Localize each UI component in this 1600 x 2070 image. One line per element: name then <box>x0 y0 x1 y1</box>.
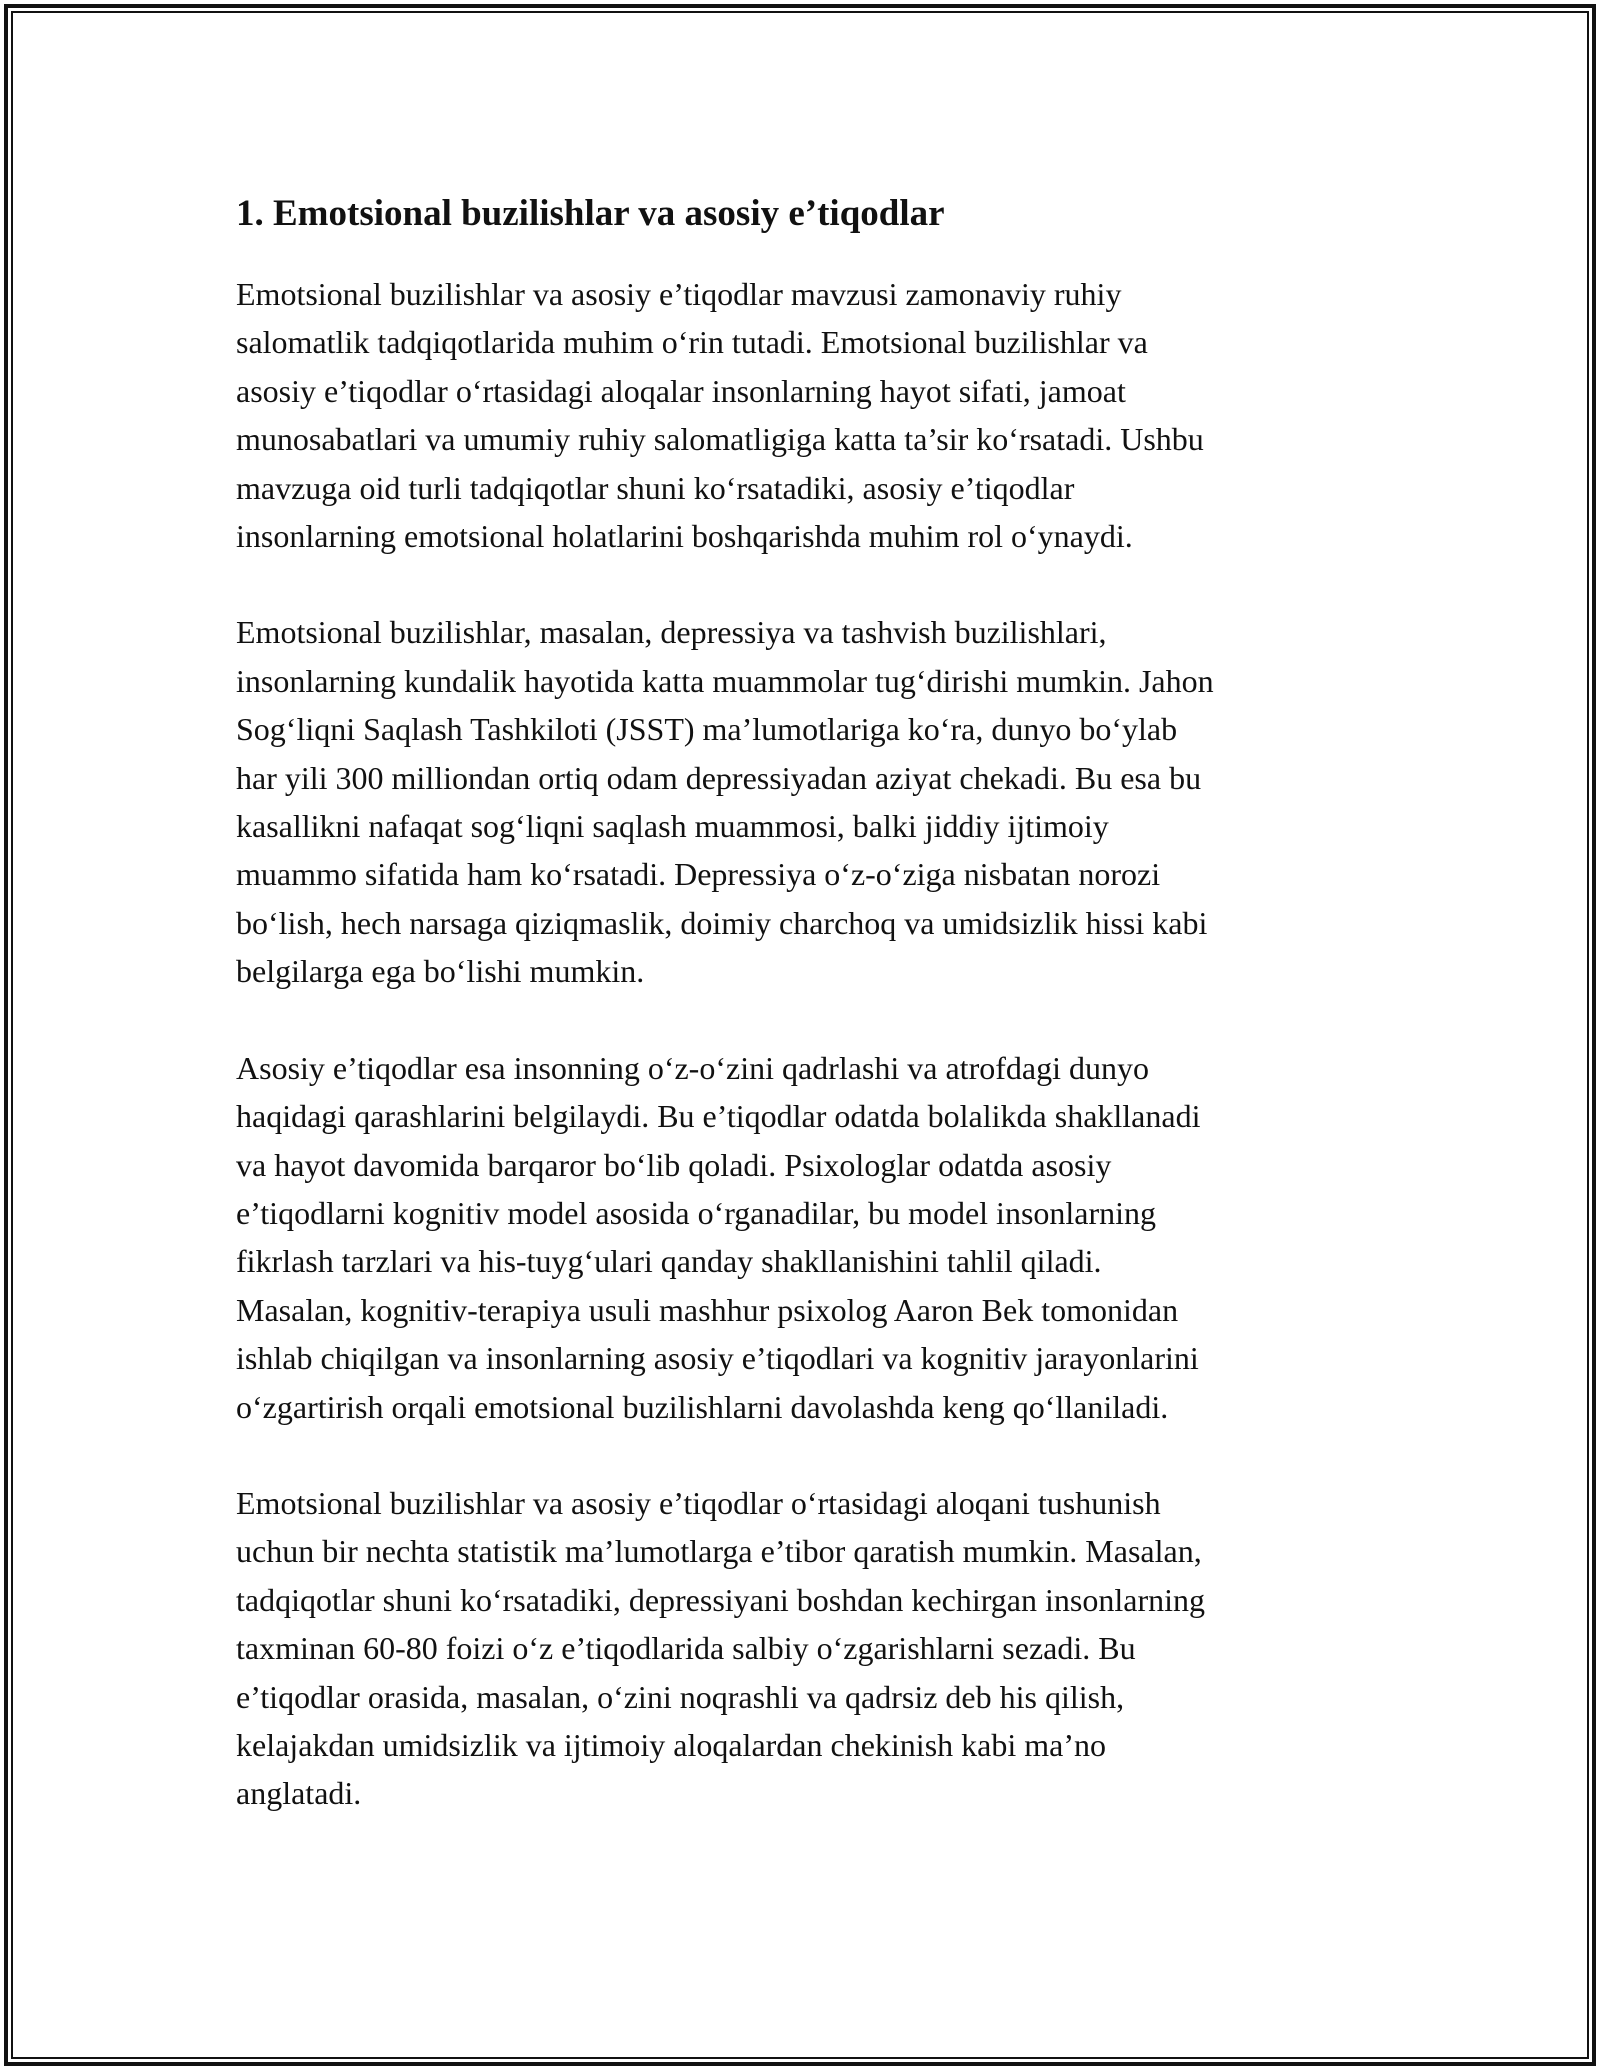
paragraph-line: bo‘lish, hech narsaga qiziqmaslik, doimiy charchoq va umidsizlik hissi kabi <box>236 904 1208 941</box>
paragraph-line: Masalan, kognitiv-terapiya usuli mashhur psixolog Aaron Bek tomonidan <box>236 1291 1179 1328</box>
paragraph-line: insonlarning kundalik hayotida katta muammolar tug‘dirishi mumkin. Jahon <box>236 662 1214 699</box>
document-body <box>236 188 1366 1866</box>
paragraph-line: salomatlik tadqiqotlarida muhim o‘rin tutadi. Emotsional buzilishlar va <box>236 324 1148 361</box>
paragraph-line: Sog‘liqni Saqlash Tashkiloti (JSST) ma’lumotlariga ko‘ra, dunyo bo‘ylab <box>236 711 1178 748</box>
paragraph-line: kelajakdan umidsizlik va ijtimoiy aloqalardan chekinish kabi ma’no <box>236 1726 1106 1763</box>
paragraph-line: muammo sifatida ham ko‘rsatadi. Depressiya o‘z-o‘ziga nisbatan norozi <box>236 856 1161 893</box>
section-heading: 1. Emotsional buzilishlar va asosiy e’tiqodlar <box>236 193 945 234</box>
paragraph-line: va hayot davomida barqaror bo‘lib qoladi. Psixologlar odatda asosiy <box>236 1146 1112 1183</box>
paragraph-line: taxminan 60-80 foizi o‘z e’tiqodlarida salbiy o‘zgarishlarni sezadi. Bu <box>236 1630 1136 1667</box>
paragraph-3 <box>236 1044 1366 1431</box>
paragraph-line: insonlarning emotsional holatlarini boshqarishda muhim rol o‘ynaydi. <box>236 518 1133 555</box>
paragraph-line: mavzuga oid turli tadqiqotlar shuni ko‘rsatadiki, asosiy e’tiqodlar <box>236 469 1075 506</box>
paragraph-line: belgilarga ega bo‘lishi mumkin. <box>236 953 645 990</box>
paragraph-2 <box>236 608 1366 995</box>
paragraph-line: o‘zgartirish orqali emotsional buzilishlarni davolashda keng qo‘llaniladi. <box>236 1388 1169 1425</box>
paragraph-line: Emotsional buzilishlar va asosiy e’tiqodlar o‘rtasidagi aloqani tushunish <box>236 1484 1161 1521</box>
paragraph-line: har yili 300 milliondan ortiq odam depressiyadan aziyat chekadi. Bu esa bu <box>236 759 1202 796</box>
paragraph-line: anglatadi. <box>236 1775 362 1812</box>
paragraph-line: fikrlash tarzlari va his-tuyg‘ulari qanday shakllanishini tahlil qiladi. <box>236 1243 1102 1280</box>
paragraph-line: Emotsional buzilishlar, masalan, depressiya va tashvish buzilishlari, <box>236 614 1107 651</box>
paragraph-line: haqidagi qarashlarini belgilaydi. Bu e’tiqodlar odatda bolalikda shakllanadi <box>236 1098 1201 1135</box>
paragraph-line: Asosiy e’tiqodlar esa insonning o‘z-o‘zini qadrlashi va atrofdagi dunyo <box>236 1049 1149 1086</box>
paragraph-line: tadqiqotlar shuni ko‘rsatadiki, depressiyani boshdan kechirgan insonlarning <box>236 1581 1205 1618</box>
paragraph-line: munosabatlari va umumiy ruhiy salomatligiga katta ta’sir ko‘rsatadi. Ushbu <box>236 421 1204 458</box>
paragraph-1 <box>236 270 1366 560</box>
paragraph-line: e’tiqodlar orasida, masalan, o‘zini noqrashli va qadrsiz deb his qilish, <box>236 1678 1125 1715</box>
paragraph-4 <box>236 1479 1366 1818</box>
paragraph-line: e’tiqodlarni kognitiv model asosida o‘rganadilar, bu model insonlarning <box>236 1194 1157 1231</box>
paragraph-line: asosiy e’tiqodlar o‘rtasidagi aloqalar insonlarning hayot sifati, jamoat <box>236 372 1126 409</box>
paragraph-line: kasallikni nafaqat sog‘liqni saqlash muammosi, balki jiddiy ijtimoiy <box>236 808 1109 845</box>
paragraph-line: ishlab chiqilgan va insonlarning asosiy e’tiqodlari va kognitiv jarayonlarini <box>236 1340 1199 1377</box>
paragraph-line: Emotsional buzilishlar va asosiy e’tiqodlar mavzusi zamonaviy ruhiy <box>236 276 1122 312</box>
paragraph-line: uchun bir nechta statistik ma’lumotlarga e’tibor qaratish mumkin. Masalan, <box>236 1533 1202 1570</box>
